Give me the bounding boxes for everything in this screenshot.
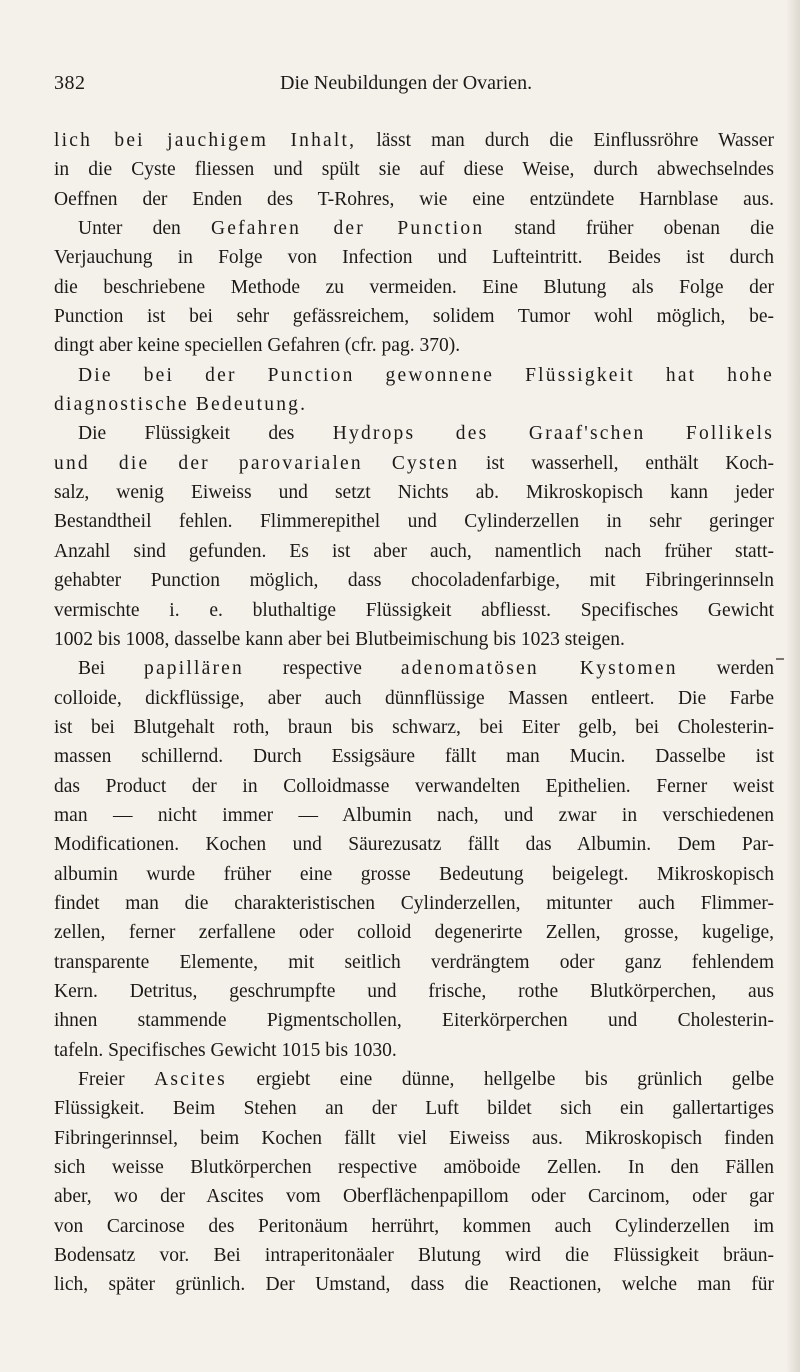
text-line: [54, 948, 774, 977]
text-line: [54, 331, 774, 360]
paragraph: [54, 1065, 774, 1300]
text-run: albumin wurde früher eine grosse Bedeutung beigelegt. Mikroskopisch: [54, 863, 774, 885]
text-run: sich weisse Blutkörperchen respective amöboide Zellen. In den Fällen: [54, 1157, 774, 1179]
text-line: [54, 1065, 774, 1094]
text-run: werden: [677, 658, 774, 680]
text-run: Bei: [78, 658, 144, 680]
text-run: 1002 bis 1008, dasselbe kann aber bei Blutbeimischung bis 1023 steigen.: [54, 628, 625, 650]
text-run: gehabter Punction möglich, dass chocoladenfarbige, mit Fibringerinnseln: [54, 570, 774, 592]
text-run: Oeffnen der Enden des T-Rohres, wie eine entzündete Harnblase aus.: [54, 188, 774, 210]
text-run: Flüssigkeit. Beim Stehen an der Luft bildet sich ein gallertartiges: [54, 1098, 774, 1120]
text-run: colloide, dickflüssige, aber auch dünnflüssige Massen entleert. Die Farbe: [54, 687, 774, 709]
text-run: ergiebt eine dünne, hellgelbe bis grünlich gelbe: [226, 1069, 774, 1090]
text-line: [54, 566, 774, 595]
text-run: Die Flüssigkeit des: [78, 423, 333, 445]
text-line: [54, 860, 774, 889]
text-line: [54, 478, 774, 507]
text-line: [54, 185, 774, 214]
text-line: [54, 1036, 774, 1065]
text-line: [54, 625, 774, 654]
text-run: lässt man durch die Einflussröhre Wasser: [356, 130, 774, 151]
text-run: Punction ist bei sehr gefässreichem, solidem Tumor wohl möglich, be-: [54, 306, 774, 328]
text-line: [54, 390, 774, 419]
spaced-emphasis: Ascites: [154, 1069, 227, 1090]
text-run: lich, später grünlich. Der Umstand, dass die Reactionen, welche man für: [54, 1274, 774, 1296]
page-edge-shadow: [786, 0, 800, 1372]
text-run: das Product der in Colloidmasse verwandelten Epithelien. Ferner weist: [54, 775, 774, 797]
body-text: [54, 126, 774, 1300]
text-run: in die Cyste fliessen und spült sie auf diese Weise, durch abwechselndes: [54, 159, 774, 181]
running-title: Die Neubildungen der Ovarien.: [280, 72, 533, 94]
text-run: Kern. Detritus, geschrumpfte und frische, rothe Blutkörperchen, aus: [54, 980, 774, 1002]
text-line: [54, 772, 774, 801]
text-run: ist wasserhell, enthält Koch-: [459, 452, 774, 474]
text-line: [54, 596, 774, 625]
text-line: [54, 918, 774, 947]
spaced-emphasis: Die bei der Punction gewonnene Flüssigkeit hat hohe: [78, 364, 774, 386]
spaced-emphasis: diagnostische Bedeutung.: [54, 394, 308, 416]
text-run: Bodensatz vor. Bei intraperitonäaler Blutung wird die Flüssigkeit bräun-: [54, 1245, 774, 1267]
text-line: [54, 742, 774, 771]
text-run: aber, wo der Ascites vom Oberflächenpapillom oder Carcinom, oder gar: [54, 1186, 774, 1208]
text-line: [54, 449, 774, 478]
text-run: Bestandtheil fehlen. Flimmerepithel und Cylinderzellen in sehr geringer: [54, 511, 774, 533]
text-line: [54, 302, 774, 331]
spaced-emphasis: und die der parovarialen Cysten: [54, 452, 460, 474]
text-line: [54, 713, 774, 742]
text-line: [54, 361, 774, 390]
text-line: [54, 155, 774, 184]
text-line: [54, 273, 774, 302]
spaced-emphasis: papillären: [144, 658, 244, 680]
text-line: [54, 684, 774, 713]
text-line: [54, 1182, 774, 1211]
page-header: [0, 72, 800, 100]
text-run: ist bei Blutgehalt roth, braun bis schwarz, bei Eiter gelb, bei Cholesterin-: [54, 716, 774, 738]
text-run: tafeln. Specifisches Gewicht 1015 bis 1030.: [54, 1039, 397, 1061]
text-run: Verjauchung in Folge von Infection und Lufteintritt. Beides ist durch: [54, 247, 774, 269]
text-run: transparente Elemente, mit seitlich verdrängtem oder ganz fehlendem: [54, 951, 774, 973]
text-line: [54, 1212, 774, 1241]
text-run: Fibringerinnsel, beim Kochen fällt viel Eiweiss aus. Mikroskopisch finden: [54, 1127, 774, 1149]
text-line: [54, 1270, 774, 1299]
text-line: [54, 214, 774, 243]
text-line: [54, 243, 774, 272]
text-run: die beschriebene Methode zu vermeiden. Eine Blutung als Folge der: [54, 276, 774, 298]
text-line: [54, 126, 774, 155]
text-run: man — nicht immer — Albumin nach, und zwar in verschiedenen: [54, 804, 774, 826]
spaced-emphasis: Hydrops des Graaf'schen Follikels: [332, 423, 774, 445]
spaced-emphasis: Gefahren der Punction: [210, 218, 485, 240]
text-run: Unter den: [78, 218, 211, 240]
text-run: von Carcinose des Peritonäum herrührt, kommen auch Cylinderzellen im: [54, 1215, 774, 1237]
text-line: [54, 1094, 774, 1123]
text-run: salz, wenig Eiweiss und setzt Nichts ab. Mikroskopisch kann jeder: [54, 482, 774, 504]
text-run: Modificationen. Kochen und Säurezusatz fällt das Albumin. Dem Par-: [54, 834, 774, 856]
text-run: Anzahl sind gefunden. Es ist aber auch, namentlich nach früher statt-: [54, 540, 774, 562]
text-line: [54, 1241, 774, 1270]
paragraph: [54, 361, 774, 420]
text-line: [54, 889, 774, 918]
paragraph: [54, 419, 774, 654]
spaced-emphasis: adenomatösen Kystomen: [400, 658, 678, 680]
text-run: massen schillernd. Durch Essigsäure fällt man Mucin. Dasselbe ist: [54, 746, 774, 768]
text-line: [54, 977, 774, 1006]
text-run: dingt aber keine speciellen Gefahren (cfr. pag. 370).: [54, 335, 461, 357]
text-line: [54, 654, 774, 683]
text-run: findet man die charakteristischen Cylinderzellen, mitunter auch Flimmer-: [54, 892, 774, 914]
text-line: [54, 1124, 774, 1153]
text-run: Freier: [78, 1069, 155, 1090]
text-line: [54, 507, 774, 536]
paragraph: [54, 126, 774, 214]
text-run: zellen, ferner zerfallene oder colloid degenerirte Zellen, grosse, kugelige,: [54, 922, 774, 944]
spaced-emphasis: lich bei jauchigem Inhalt,: [54, 130, 357, 151]
text-line: [54, 419, 774, 448]
page-number: 382: [54, 72, 86, 94]
text-line: [54, 537, 774, 566]
margin-mark: [776, 658, 784, 660]
paragraph: [54, 654, 774, 1065]
text-line: [54, 830, 774, 859]
text-line: [54, 1006, 774, 1035]
text-run: ihnen stammende Pigmentschollen, Eiterkörperchen und Cholesterin-: [54, 1010, 774, 1032]
paragraph: [54, 214, 774, 361]
text-line: [54, 1153, 774, 1182]
text-run: stand früher obenan die: [484, 218, 774, 240]
text-run: vermischte i. e. bluthaltige Flüssigkeit abfliesst. Specifisches Gewicht: [54, 599, 774, 621]
text-line: [54, 801, 774, 830]
text-run: respective: [243, 658, 401, 680]
